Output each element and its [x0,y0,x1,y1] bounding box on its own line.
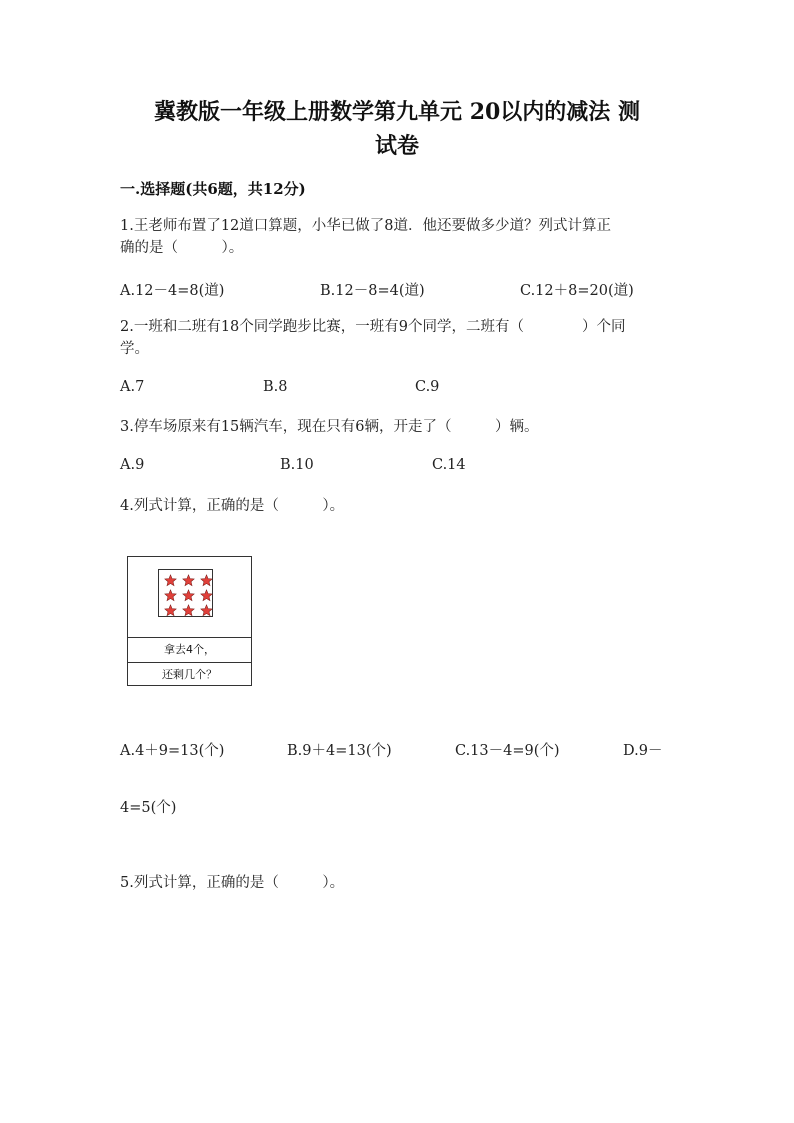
stars-panel [128,557,251,638]
question-1-text: 1.王老师布置了12道口算题，小华已做了8道．他还要做多少道？列式计算正 [120,218,612,234]
stars-frame [158,569,213,617]
question-4-option-d[interactable]: D.9－ [623,743,663,759]
question-1-option-c[interactable]: C.12＋8=20(道) [520,283,634,299]
question-4-option-c[interactable]: C.13－4=9(个) [455,743,560,759]
question-1-text-cont: 确的是（ ）。 [120,240,244,256]
figure-caption-take-away: 拿去4个， [128,637,251,663]
question-2-option-a[interactable]: A.7 [120,379,145,395]
star-icon [182,604,195,617]
star-icon [164,604,177,617]
question-3-option-a[interactable]: A.9 [120,457,145,473]
question-5-text: 5.列式计算，正确的是（ ）。 [120,875,345,891]
question-1-option-a[interactable]: A.12－4=8(道) [120,283,225,299]
question-4-option-d-cont: 4=5(个) [120,800,177,816]
star-icon [164,574,177,587]
star-icon [182,574,195,587]
figure-caption-remaining: 还剩几个？ [162,668,217,681]
question-2-text-cont: 学。 [120,341,149,357]
question-4-option-b[interactable]: B.9＋4=13(个) [287,743,392,759]
page-title-line-2: 试卷 [374,133,419,159]
star-icon [200,604,213,617]
question-4-option-a[interactable]: A.4＋9=13(个) [120,743,225,759]
star-icon [200,589,213,602]
star-icon [164,589,177,602]
question-4-text: 4.列式计算，正确的是（ ）。 [120,498,345,514]
star-icon [200,574,213,587]
question-2-text: 2.一班和二班有18个同学跑步比赛，一班有9个同学，二班有（ ）个同 [120,319,626,335]
page-title-line-1: 冀教版一年级上册数学第九单元 20以内的减法 测 [154,99,640,125]
question-3-option-b[interactable]: B.10 [280,457,314,473]
section-heading: 一.选择题(共6题，共12分) [120,180,306,198]
question-3-option-c[interactable]: C.14 [432,457,466,473]
question-3-text: 3.停车场原来有15辆汽车，现在只有6辆，开走了（ ）辆。 [120,419,539,435]
question-2-option-b[interactable]: B.8 [263,379,288,395]
star-icon [182,589,195,602]
question-1-option-b[interactable]: B.12－8=4(道) [320,283,425,299]
question-4-figure [127,556,252,686]
question-2-option-c[interactable]: C.9 [415,379,440,395]
